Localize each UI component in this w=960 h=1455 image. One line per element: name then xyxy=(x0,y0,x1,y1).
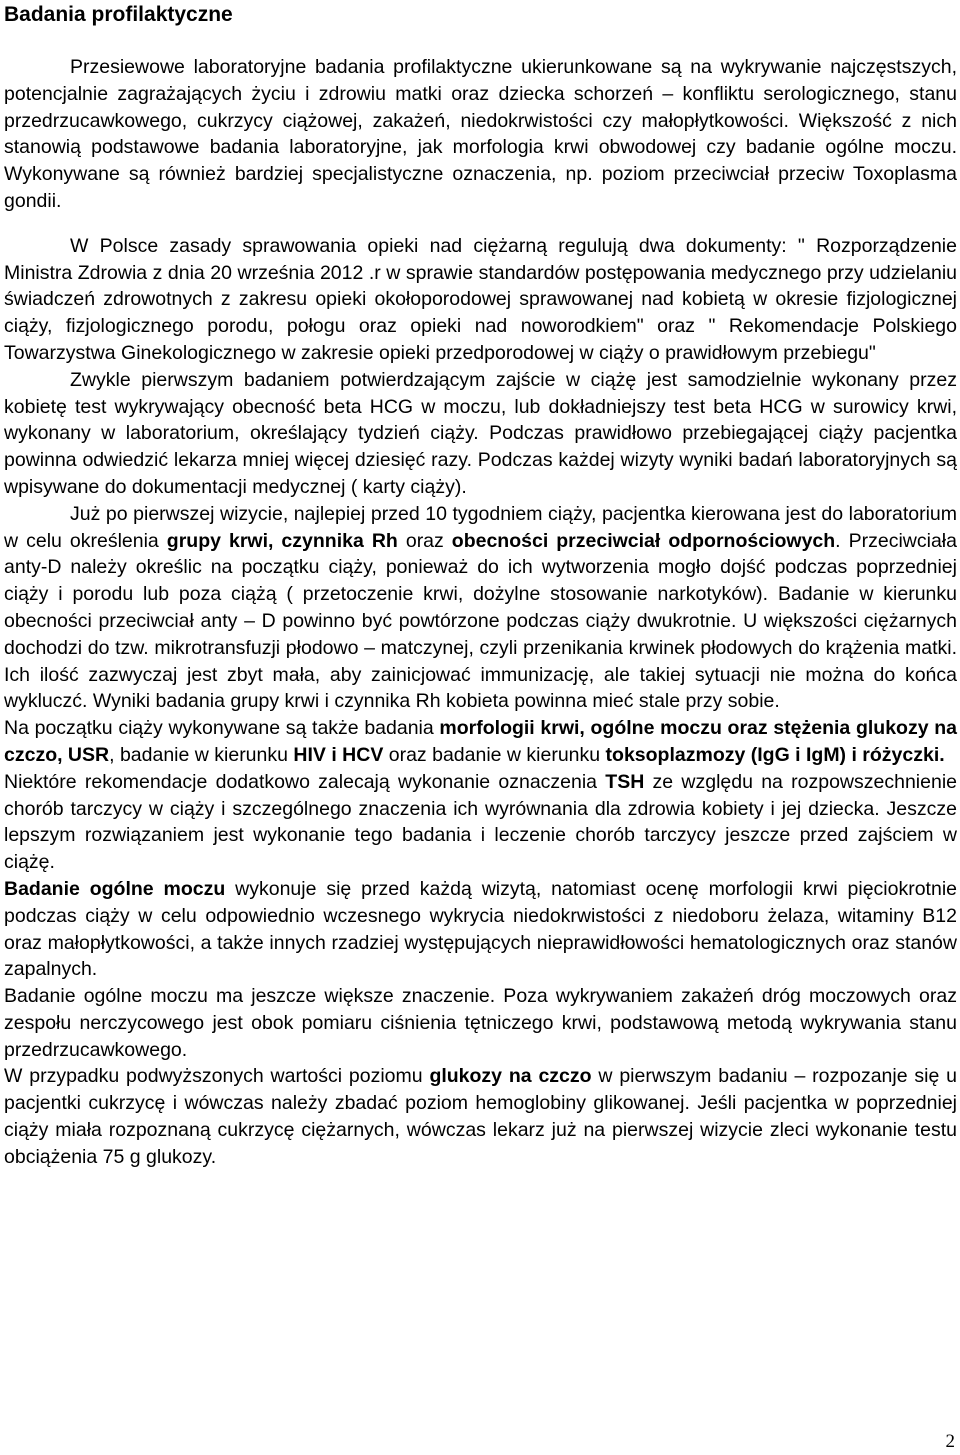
text-run: Badanie ogólne moczu ma jeszcze większe znaczenie. Poza wykrywaniem zakażeń dróg moczowych oraz zespołu nerczycowego jest obok pomiaru ciśnienia tętniczego krwi, podstawową metodą wykrywania stanu przedrzucawkowego. xyxy=(4,985,957,1061)
bold-text: Badanie ogólne moczu xyxy=(4,877,226,900)
text-run: wykonuje się przed każdą wizytą, natomiast ocenę morfologii krwi pięciokrotnie podczas ciąży w celu odpowiednio wczesnego wykrycia niedokrwistości z niedoboru żelaza, witaminy B12 oraz małopłytkowości, a także innych rzadziej występujących nieprawidłowości hematologicznych oraz stanów zapalnych. xyxy=(4,877,957,981)
text-run: . Przeciwciała anty-D należy określic na początku ciąży, ponieważ do ich wytworzenia mogło dojść podczas poprzedniej ciąży i porodu lub poza ciążą ( przetoczenie krwi, dożylne stosowanie narkotyków). Badanie w kierunku obecności przeciwciał anty – D powinno być powtórzone podczas ciąży dwukrotnie. U większości ciężarnych dochodzi do tzw. mikrotransfuzji płodowo – matczynej, czyli przenikania krwinek płodowych do krążenia matki. Ich ilość zazwyczaj jest zbyt mała, aby zainicjować immunizację, ale takiej sytuacji nie można do końca wykluczć. Wyniki badania grupy krwi i czynnika Rh kobieta powinna mieć stale przy sobie. xyxy=(4,529,957,713)
paragraph xyxy=(4,1063,957,1170)
page-number: 2 xyxy=(945,1431,955,1452)
paragraph xyxy=(4,501,957,715)
text-run: Na początku ciąży wykonywane są także badania xyxy=(4,717,440,740)
bold-text: morfologii krwi, ogólne moczu oraz stężenia glukozy na czczo, USR xyxy=(4,717,957,766)
paragraph xyxy=(4,769,957,876)
document-title: Badania profilaktyczne xyxy=(4,3,233,26)
text-run: w pierwszym badaniu – rozpozanje się u pacjentki cukrzycę i wówczas należy zbadać poziom hemoglobiny glikowanej. Jeśli pacjentka w poprzedniej ciąży miała rozpoznaną cukrzycę ciężarnych, wówczas lekarz już na pierwszej wizycie zleci wykonanie testu obciążenia 75 g glukozy. xyxy=(4,1065,957,1168)
bold-text: grupy krwi, czynnika Rh xyxy=(166,529,398,552)
paragraph xyxy=(4,876,957,983)
paragraph xyxy=(4,715,957,769)
document-page xyxy=(4,0,957,1171)
bold-text: toksoplazmozy (IgG i IgM) i różyczki. xyxy=(605,743,945,766)
paragraph xyxy=(4,54,957,215)
text-run: W przypadku podwyższonych wartości poziomu xyxy=(4,1065,430,1088)
bold-text: obecności przeciwciał odpornościowych xyxy=(451,529,836,552)
text-run: Przesiewowe laboratoryjne badania profilaktyczne ukierunkowane są na wykrywanie najczęstszych, potencjalnie zagrażających życiu i zdrowiu matki oraz dziecka schorzeń – konfliktu serologicznego, stanu przedrzucawkowego, cukrzycy ciążowej, zakażeń, niedokrwistości czy małopłytkowości. Większość z nich stanowią podstawowe badania laboratoryjne, jak morfologia krwi obwodowej czy badanie ogólne moczu. Wykonywane są również bardziej specjalistyczne oznaczenia, np. poziom przeciwciał przeciw Toxoplasma gondii. xyxy=(4,56,957,212)
paragraph xyxy=(4,983,957,1063)
text-run: ze względu na rozpowszechnienie chorób tarczycy w ciąży i szczególnego znaczenia ich wyrównania dla zdrowia kobiety i jej dziecka. Jeszcze lepszym rozwiązaniem jest wykonanie tego badania i leczenie chorób tarczycy jeszcze przed zajściem w ciążę. xyxy=(4,770,957,874)
text-run: oraz badanie w kierunku xyxy=(383,743,606,766)
text-run: , badanie w kierunku xyxy=(109,743,294,766)
document-body xyxy=(4,54,957,1171)
text-run: oraz xyxy=(397,529,452,552)
text-run: Już po pierwszej wizycie, najlepiej przed 10 tygodniem ciąży, pacjentka kierowana jest do laboratorium w celu określenia xyxy=(4,502,957,552)
text-run: Niektóre rekomendacje dodatkowo zalecają wykonanie oznaczenia xyxy=(4,770,606,793)
paragraph xyxy=(4,367,957,501)
text-run: Zwykle pierwszym badaniem potwierdzającym zajście w ciążę jest samodzielnie wykonany przez kobietę test wykrywający obecność beta HCG w moczu, lub dokładniejszy test beta HCG w surowicy krwi, wykonany w laboratorium, określający tydzień ciąży. Podczas prawidłowo przebiegającej ciąży pacjentka powinna odwiedzić lekarza mniej więcej dziesięć razy. Podczas każdej wizyty wyniki badań laboratoryjnych są wpisywane do dokumentacji medycznej ( karty ciąży). xyxy=(4,368,957,498)
text-run: W Polsce zasady sprawowania opieki nad ciężarną regulują dwa dokumenty: " Rozporządzenie Ministra Zdrowia z dnia 20 września 2012 .r w sprawie standardów postępowania medycznego przy udzielaniu świadczeń zdrowotnych z zakresu opieki okołoporodowej sprawowanej nad kobietą w okresie fizjologicznej ciąży, fizjologicznego porodu, połogu oraz opieki nad noworodkiem" oraz " Rekomendacje Polskiego Towarzystwa Ginekologicznego w zakresie opieki przedporodowej w ciąży o prawidłowym przebiegu" xyxy=(4,234,957,364)
bold-text: TSH xyxy=(605,770,645,793)
paragraph xyxy=(4,233,957,367)
bold-text: glukozy na czczo xyxy=(429,1065,592,1088)
bold-text: HIV i HCV xyxy=(293,743,384,766)
